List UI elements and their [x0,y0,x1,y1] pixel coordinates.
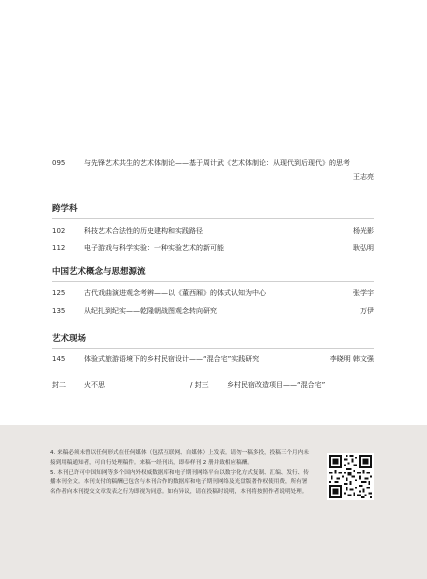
section-heading: 跨学科 [52,204,78,214]
section-heading: 艺术现场 [52,334,87,344]
section-heading: 中国艺术概念与思想源流 [52,267,146,277]
toc-article-title: 古代戏曲演进观念考辨——以《董西厢》的体式认知为中心 [84,289,266,297]
toc-author: 万伊 [360,307,374,315]
toc-entry[interactable] [52,352,374,366]
toc-author: 耿弘明 [353,244,374,252]
toc-author: 张学宇 [353,289,374,297]
section-art-scene [52,332,374,366]
toc-article-title: 从纪扎到纪实——乾隆朝战图观念转向研究 [84,307,217,315]
toc-article-title: 电子游戏与科学实验：一种实验艺术的新可能 [84,244,224,252]
section-chinese-art-concepts [52,265,374,318]
section-divider [52,348,374,349]
section-interdisciplinary [52,202,374,255]
cover2-text: 火不思 [84,381,105,389]
notice-paragraph-4: 4. 来稿必须未曾以任何形式在任何媒体（包括互联网、自媒体）上发表。请勿一稿多投，投稿三个月内未接到用稿通知者，可自行处理稿件。来稿一经刊出，即奉样刊 2 册并致相应稿酬。 [50,450,309,466]
section-divider [52,281,374,282]
toc-author: 杨光影 [353,227,374,235]
toc-author-row [52,170,374,184]
cover-credits-row [52,378,374,392]
toc-article-title: 与先锋艺术共生的艺术体制论——基于周计武《艺术体制论：从现代到后现代》的思考 [84,159,350,167]
section-divider [52,218,374,219]
toc-page-number: 145 [52,355,66,363]
toc-entry[interactable] [52,286,374,300]
toc-author: 李晓明 韩文强 [329,355,374,363]
toc-page-number: 112 [52,244,66,252]
toc-article-title: 科技艺术合法性的历史建构和实践路径 [84,227,203,235]
toc-entry[interactable] [52,156,374,170]
toc-author: 王志亮 [353,173,374,181]
notice-paragraph-5: 5. 本刊已许可中国知网等多个国内外权威数据库和电子期刊网络平台以数字化方式复制、汇编、发行、传播本刊全文。本刊支付的稿酬已包含与本刊合作的数据库和电子期刊网络及光盘版著作权使用费，所有署名作者向本刊提交文章发表之行为即视为同意。如有异议，请在投稿时说明，本刊将按照作者说明处理。 [50,469,309,496]
toc-entry[interactable] [52,241,374,255]
cover3-text: 乡村民宿改造项目——“混合宅” [227,381,326,389]
submission-notice-box [0,425,427,579]
toc-page-number: 135 [52,307,66,315]
toc-page-number: 095 [52,159,66,167]
cover3-label: / 封三 [190,381,209,389]
toc-entry-list-top [52,156,374,184]
toc-page-number: 102 [52,227,66,235]
cover2-label: 封二 [52,381,66,389]
toc-article-title: 体验式旅游语境下的乡村民宿设计——“混合宅”实践研究 [84,355,260,363]
toc-entry[interactable] [52,304,374,318]
submission-notice-text [50,449,312,498]
toc-page-number: 125 [52,289,66,297]
toc-entry[interactable] [52,224,374,238]
qr-code-icon[interactable] [327,453,374,500]
